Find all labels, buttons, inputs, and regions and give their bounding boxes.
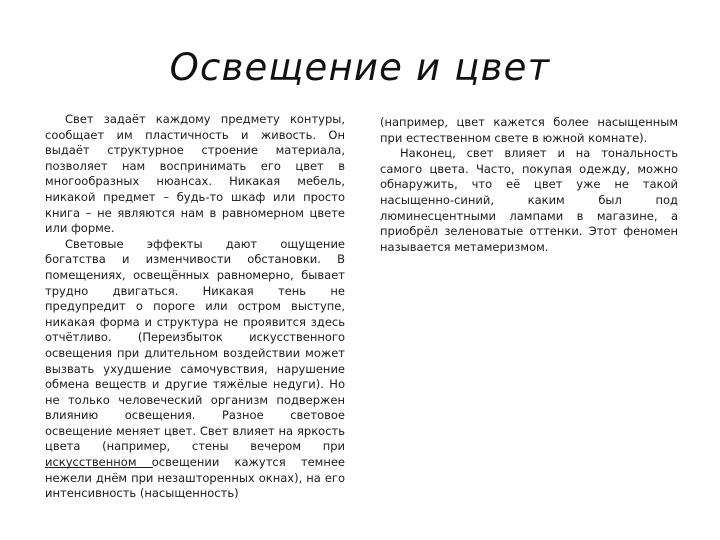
- paragraph-continuation: (например, цвет кажется более насыщенным при естественном свете в южной комнате).: [380, 115, 678, 145]
- footnote-divider: [45, 467, 153, 468]
- paragraph-light-contours: Свет задаёт каждому предмету контуры, сообщает им пластичность и живость. Он выдаёт структурное строение материала, позволяет нам воспринимать его цвет в многообразных нюансах. Никакая мебель, никакой предмет – будь-то шкаф или просто книга – не являются нам в равномерном цвете или форме.: [45, 112, 345, 236]
- slide-title: Освещение и цвет: [169, 46, 551, 89]
- left-text-column: [45, 112, 345, 502]
- paragraph-metamerism: Наконец, свет влияет и на тональность самого цвета. Часто, покупая одежду, можно обнаружить, что её цвет уже не такой насыщенно-синий, каким был под люминесцентными лампами в магазине, а приобрёл зеленоватые оттенки. Этот феномен называется метамеризмом.: [380, 146, 678, 254]
- right-text-column: [380, 115, 678, 255]
- paragraph-light-effects: Световые эффекты дают ощущение богатства и изменчивости обстановки. В помещениях, освещённых равномерно, бывает трудно двигаться. Никакая тень не предупредит о пороге или остром выступе, никакая форма и структура не проявится здесь отчётливо. (Переизбыток искусственного освещения при длительном воздействии может вызвать ухудшение самочувствия, нарушение обмена веществ и другие тяжёлые недуги). Но не только человеческий организм подвержен влиянию освещения. Разное световое освещение меняет цвет. Свет влияет на яркость цвета (например, стены вечером при искусственном освещении кажутся темнее нежели днём при незашторенных окнах), на его интенсивность (насыщенность): [45, 236, 345, 501]
